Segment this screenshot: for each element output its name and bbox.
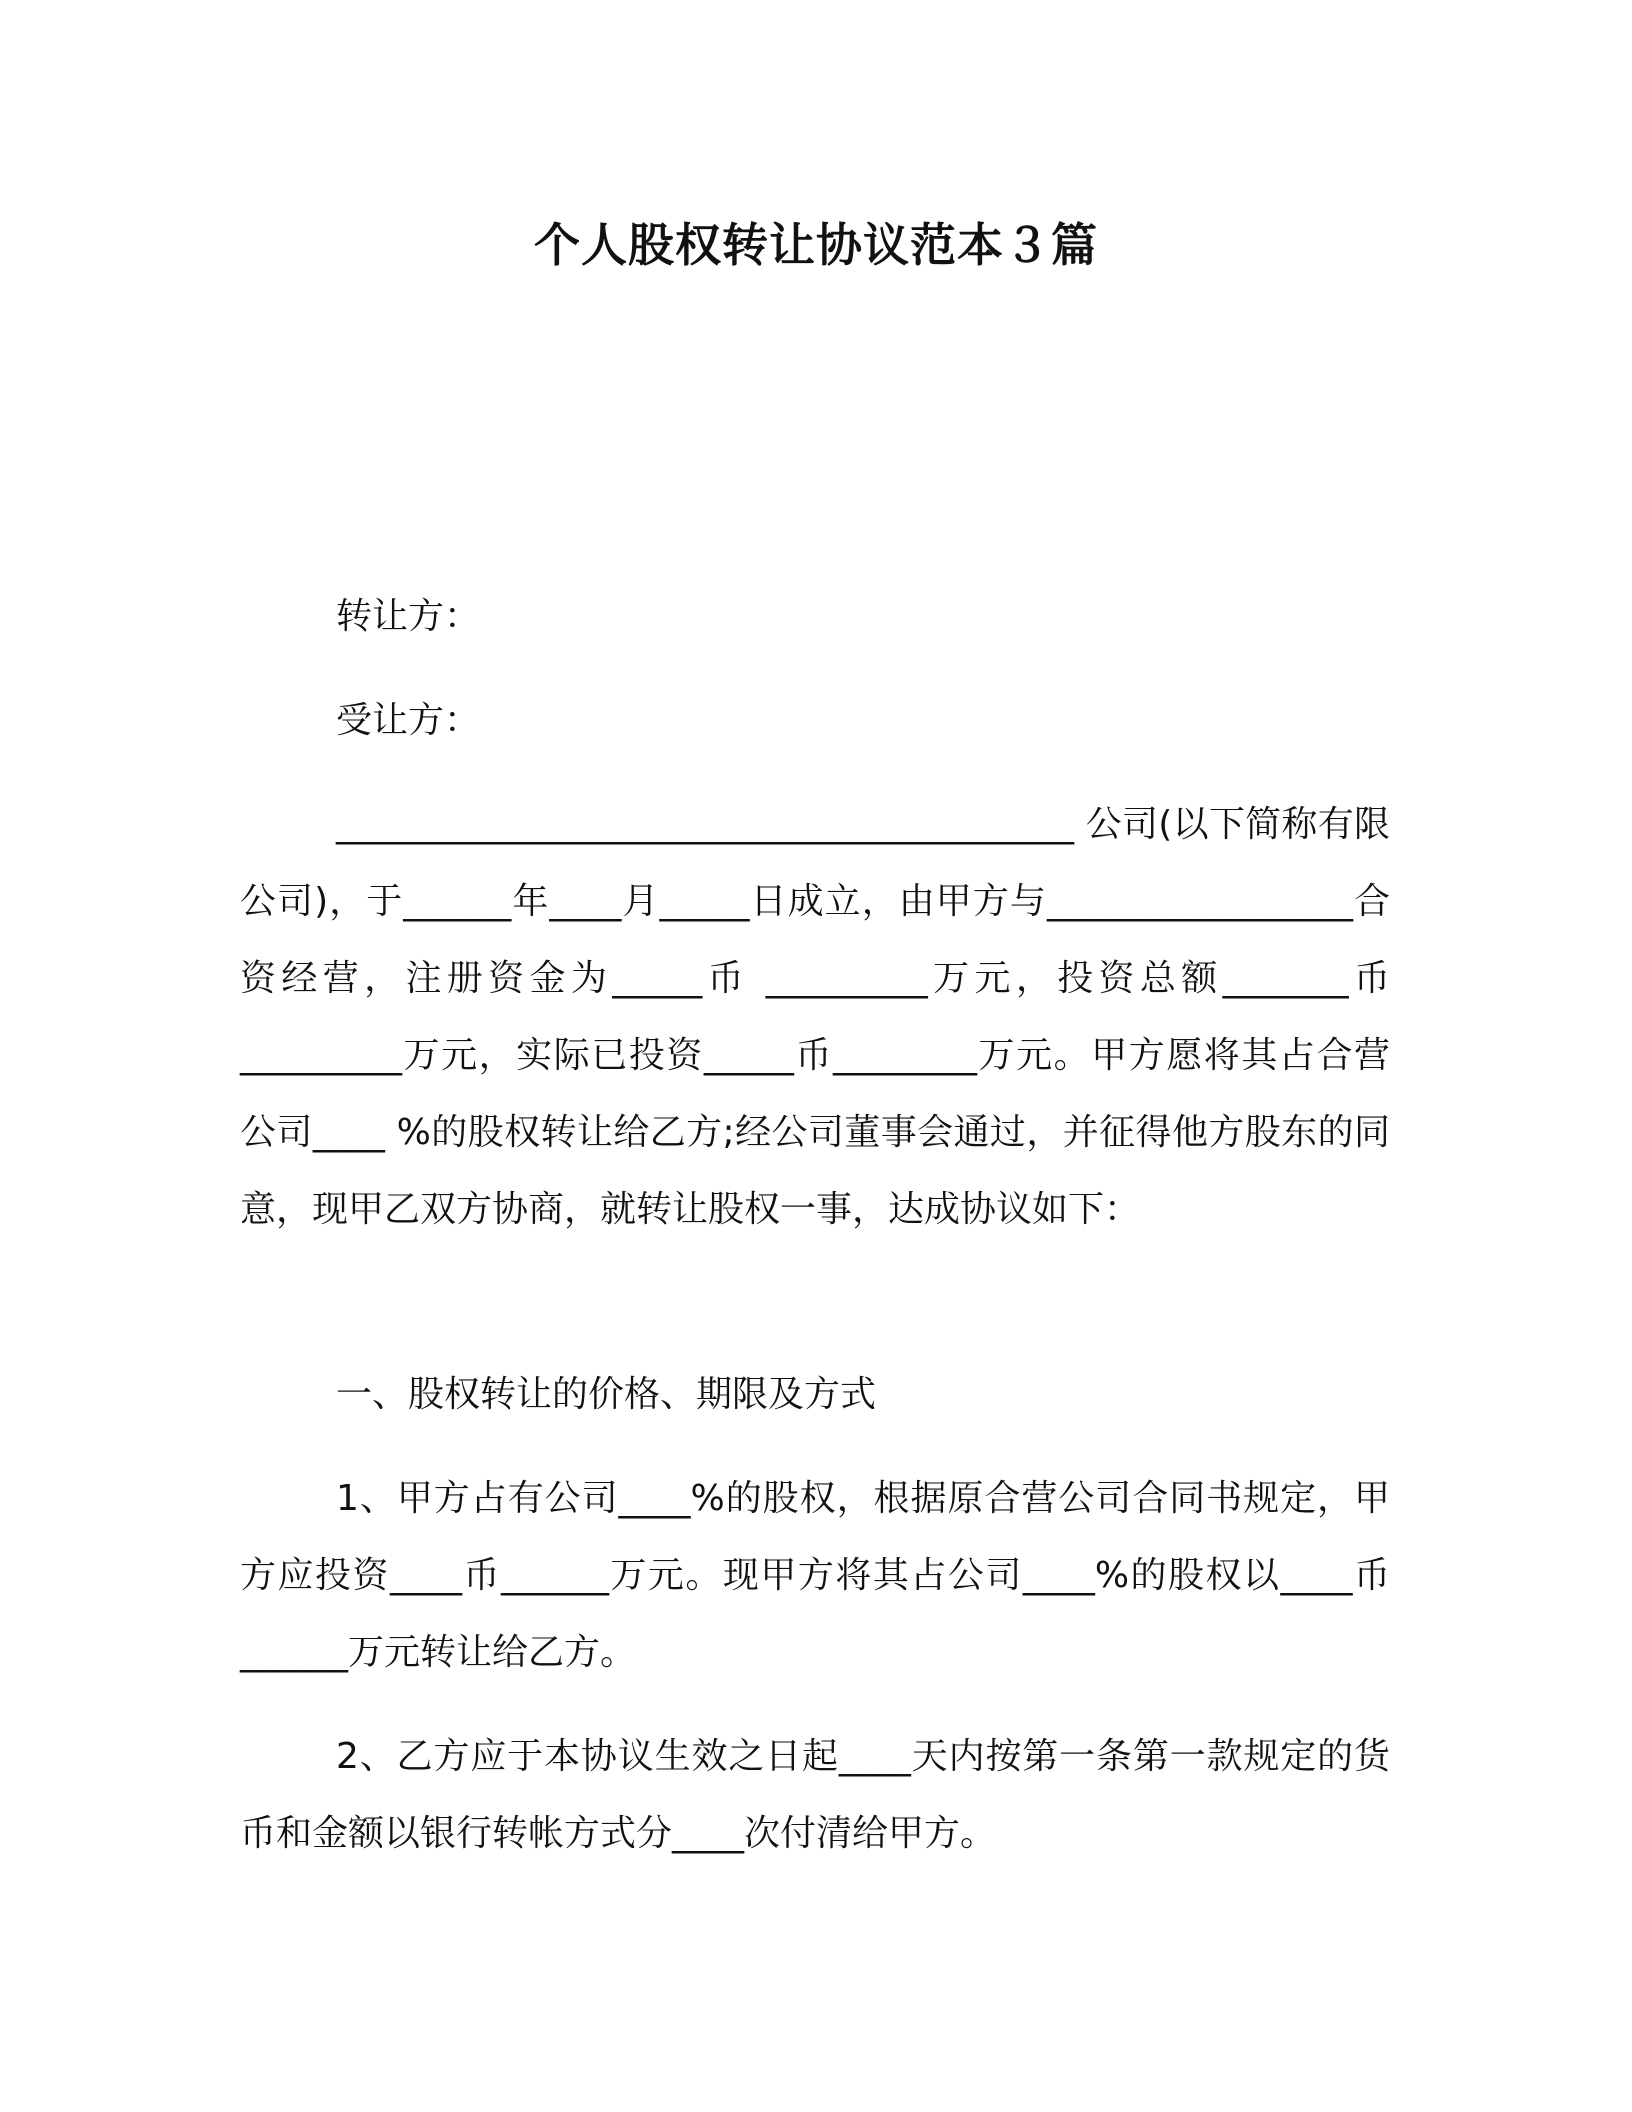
transferee-label: 受让方： <box>336 700 481 741</box>
document-title: 个人股权转让协议范本３篇 <box>534 218 1098 272</box>
transferor-label: 转让方： <box>336 596 481 637</box>
clause-2-paragraph: 2、乙方应于本协议生效之日起____天内按第一条第一款规定的货币和金额以银行转帐方式分____次付清给甲方。 <box>240 1736 1390 1854</box>
clause-1-paragraph: 1、甲方占有公司____%的股权，根据原合营公司合同书规定，甲方应投资____币______万元。现甲方将其占公司____%的股权以____币______万元转让给乙方。 <box>240 1478 1390 1673</box>
preamble-paragraph: _________________________________________ 公司(以下简称有限公司)，于______年____月_____日成立，由甲方与_________________合资经营，注册资金为_____币 _________万元，投资总额_______币_________万元，实际已投资_____币________万元。甲方愿将其占合营公司____ %的股权转让给乙方;经公司董事会通过，并征得他方股东的同意，现甲乙双方协商，就转让股权一事，达成协议如下： <box>240 804 1390 1230</box>
section-1-heading: 一、股权转让的价格、期限及方式 <box>336 1374 877 1415</box>
